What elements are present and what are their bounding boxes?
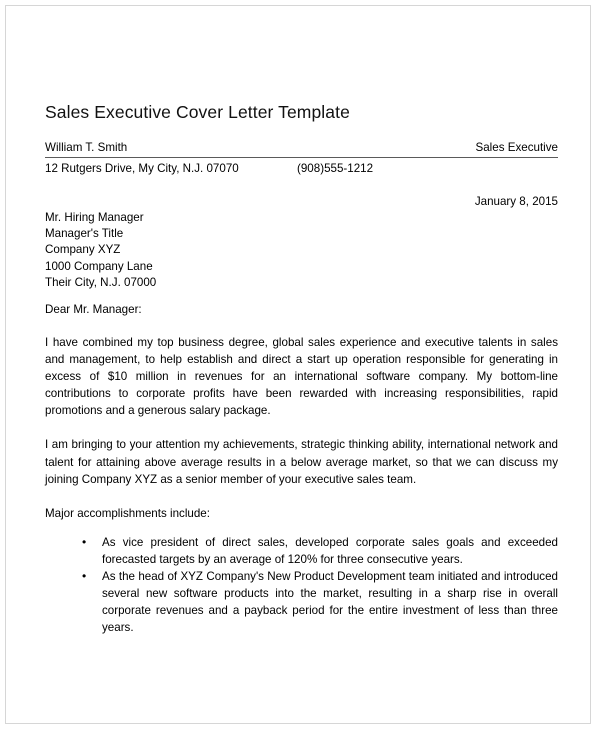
- sender-job-title: Sales Executive: [297, 140, 558, 158]
- body-paragraph: I have combined my top business degree, global sales experience and executive talents in sales and management, to help establish and direct a start up operation responsible for generating in excess of $10 million in revenues for an international software company. My bottom-line contributions to corporate profits have been rewarded with increasing responsibilities, rapid promotions and a generous salary package.: [45, 336, 558, 418]
- letter-date: January 8, 2015: [474, 195, 558, 208]
- recipient-address-block: [45, 210, 156, 291]
- list-item-label: As the head of XYZ Company's New Product Development team initiated and introduced several new software products into the market, resulting in a sharp rise in overall corporate revenues and a payback period for the entire investment of less than three years.: [102, 570, 558, 635]
- accomplishments-lead-in: Major accomplishments include:: [45, 506, 210, 520]
- body-paragraph: I am bringing to your attention my achievements, strategic thinking ability, international network and talent for attaining above average results in a below average market, so that we can discuss my joining Company XYZ as a senior member of your executive sales team.: [45, 438, 558, 486]
- recipient-line-1: Mr. Hiring Manager: [45, 211, 144, 224]
- letter-body: [45, 334, 558, 636]
- salutation: Dear Mr. Manager:: [45, 303, 142, 316]
- recipient-line-4: 1000 Company Lane: [45, 259, 153, 273]
- bullet-icon: •: [82, 534, 87, 549]
- list-item: [45, 534, 558, 568]
- document-page: [5, 5, 591, 724]
- letterhead-table: [45, 140, 558, 178]
- sender-phone: (908)555-1212: [297, 162, 374, 175]
- list-item: [45, 568, 558, 636]
- letterhead-name-row: [45, 140, 558, 158]
- recipient-line-3: Company XYZ: [45, 243, 121, 257]
- page-title: Sales Executive Cover Letter Template: [45, 102, 350, 122]
- sender-name: William T. Smith: [45, 140, 297, 158]
- list-item-label: As vice president of direct sales, developed corporate sales goals and exceeded forecasted targets by an average of 120% for three consecutive years.: [102, 535, 558, 566]
- accomplishments-list: [45, 534, 558, 637]
- sender-address: 12 Rutgers Drive, My City, N.J. 07070: [45, 162, 239, 175]
- bullet-icon: •: [82, 569, 87, 584]
- letterhead-address-row: [45, 158, 558, 179]
- recipient-line-2: Manager's Title: [45, 227, 124, 241]
- recipient-line-5: Their City, N.J. 07000: [45, 275, 157, 289]
